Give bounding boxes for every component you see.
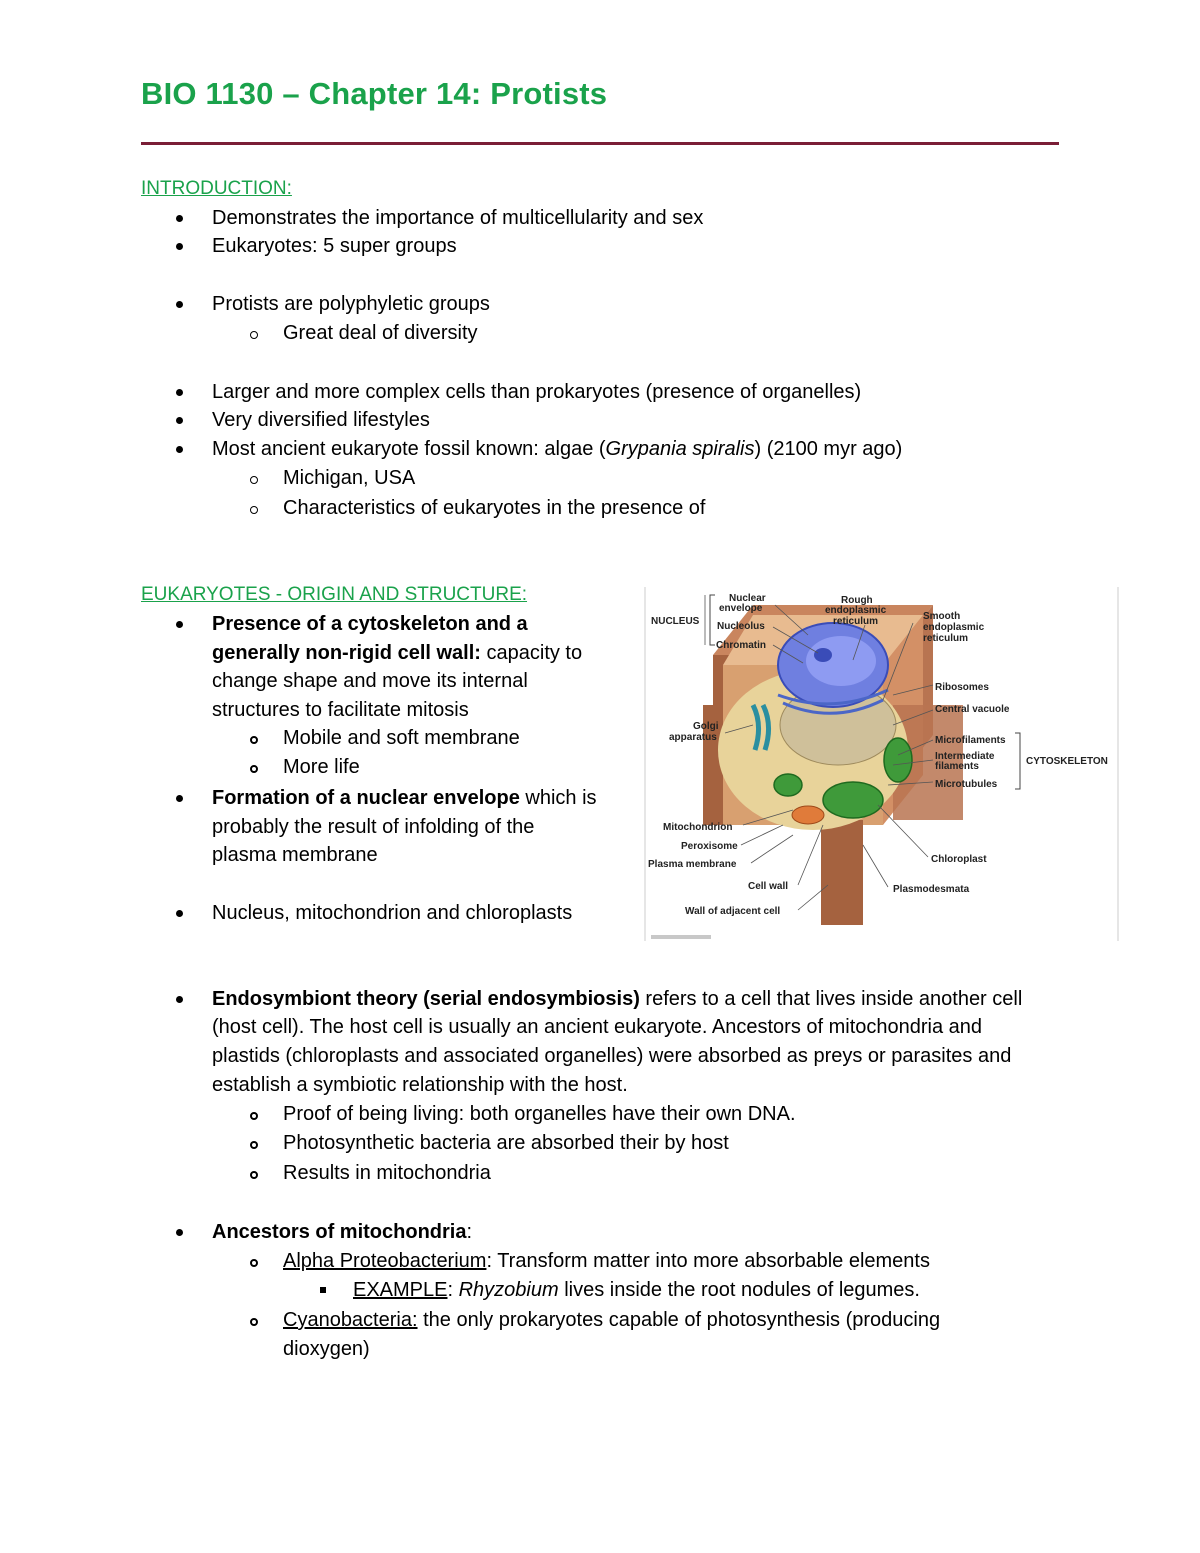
label-golgi-2: apparatus [669,732,717,743]
alpha-proteobacterium-item: Alpha Proteobacterium: Transform matter into more absorbable elements [283,1250,930,1272]
intro-bullet-5: Very diversified lifestyles [212,409,430,431]
euk-point-1-line-1: Presence of a cytoskeleton and a [212,613,528,635]
label-peroxisome: Peroxisome [681,841,738,852]
euk-point-2-line-1: Formation of a nuclear envelope which is [212,787,597,809]
endo-line-4: establish a symbiotic relationship with the host. [212,1074,628,1096]
bullet-icon [176,795,183,802]
endo-line-1: Endosymbiont theory (serial endosymbiosis) refers to a cell that lives inside another cell [212,988,1023,1010]
intro-sub-bullet-6-2: Characteristics of eukaryotes in the presence of [283,497,706,519]
label-rough-er-3: reticulum [833,616,879,627]
example-item: EXAMPLE: Rhyzobium lives inside the root nodules of legumes. [353,1279,920,1301]
intro-sub-bullet-6-1: Michigan, USA [283,467,416,489]
label-microtubules: Microtubules [935,779,998,790]
label-nuclear-envelope-1: Nuclear [729,593,766,604]
endo-sub-bullet-3: Results in mitochondria [283,1162,491,1184]
label-smooth-er-1: Smooth [923,611,961,622]
bullet-icon [176,417,183,424]
endo-line-3: plastids (chloroplasts and associated organelles) were absorbed as preys or parasites and [212,1045,1012,1067]
bullet-icon [176,389,183,396]
sub-bullet-icon [250,506,258,514]
label-nuclear-envelope-2: envelope [719,603,763,614]
euk-sub-bullet-2: More life [283,756,360,778]
sub-bullet-icon [250,1318,258,1326]
label-smooth-er-2: endoplasmic [923,622,985,633]
sub-bullet-icon [250,1259,258,1267]
intro-bullet-1: Demonstrates the importance of multicellularity and sex [212,207,704,229]
sub-bullet-icon [250,1112,258,1120]
intro-bullet-4: Larger and more complex cells than prokaryotes (presence of organelles) [212,381,862,403]
sub-bullet-icon [250,765,258,773]
cyanobacteria-term: Cyanobacteria: [283,1309,418,1331]
label-chromatin: Chromatin [716,640,766,651]
bullet-icon [176,996,183,1003]
label-ribosomes: Ribosomes [935,682,989,693]
bullet-icon [176,446,183,453]
label-intermediate-1: Intermediate [935,751,995,762]
eukaryotes-heading: EUKARYOTES - ORIGIN AND STRUCTURE: [141,584,528,605]
label-nucleolus: Nucleolus [717,621,765,632]
label-intermediate-2: filaments [935,761,979,772]
endo-sub-bullet-2: Photosynthetic bacteria are absorbed their by host [283,1132,729,1154]
bullet-icon [176,910,183,917]
intro-bullet-6: Most ancient eukaryote fossil known: algae (Grypania spiralis) (2100 myr ago) [212,438,903,460]
cyanobacteria-item: Cyanobacteria: the only prokaryotes capable of photosynthesis (producing [283,1309,941,1331]
bullet-icon [176,215,183,222]
label-microfilaments: Microfilaments [935,735,1006,746]
species-name: Grypania spiralis [605,438,755,460]
sub-bullet-icon [250,1141,258,1149]
alpha-proteobacterium-term: Alpha Proteobacterium [283,1250,487,1272]
plant-cell-diagram [643,585,1120,943]
ancestors-heading: Ancestors of mitochondria: [212,1221,473,1243]
label-golgi-1: Golgi [693,721,719,732]
bullet-icon [176,243,183,250]
label-central-vacuole: Central vacuole [935,704,1010,715]
euk-point-1-line-3: change shape and move its internal [212,670,528,692]
bullet-icon [176,1229,183,1236]
label-plasmodesmata: Plasmodesmata [893,884,970,895]
sub-bullet-icon [250,1171,258,1179]
cyanobacteria-item-line-2: dioxygen) [283,1338,370,1360]
document-title: BIO 1130 – Chapter 14: Protists [141,76,608,111]
euk-point-3: Nucleus, mitochondrion and chloroplasts [212,902,573,924]
endo-sub-bullet-1: Proof of being living: both organelles have their own DNA. [283,1103,796,1125]
euk-point-2-line-3: plasma membrane [212,844,378,866]
euk-point-2-line-2: probably the result of infolding of the [212,816,535,838]
intro-sub-bullet-3-1: Great deal of diversity [283,322,478,344]
euk-point-1-line-4: structures to facilitate mitosis [212,699,469,721]
label-plasma-membrane: Plasma membrane [648,859,737,870]
intro-heading: INTRODUCTION: [141,178,292,199]
label-rough-er-1: Rough [841,595,873,606]
label-cytoskeleton: CYTOSKELETON [1026,756,1108,767]
bullet-icon [176,301,183,308]
sub-bullet-icon [250,736,258,744]
sub-bullet-icon [250,331,258,339]
label-cell-wall: Cell wall [748,881,789,892]
title-divider [141,142,1059,145]
label-mitochondrion: Mitochondrion [663,822,733,833]
intro-bullet-2: Eukaryotes: 5 super groups [212,235,457,257]
intro-bullet-3: Protists are polyphyletic groups [212,293,490,315]
sub-bullet-icon [250,476,258,484]
euk-point-1-line-2: generally non-rigid cell wall: capacity to [212,642,583,664]
label-nucleus: NUCLEUS [651,616,700,627]
label-smooth-er-3: reticulum [923,633,969,644]
euk-sub-bullet-1: Mobile and soft membrane [283,727,520,749]
label-chloroplast: Chloroplast [931,854,987,865]
bullet-icon [176,621,183,628]
label-rough-er-2: endoplasmic [825,605,887,616]
endo-line-2: (host cell). The host cell is usually an ancient eukaryote. Ancestors of mitochondria and [212,1016,983,1038]
square-bullet-icon [320,1287,326,1293]
label-wall-adjacent-cell: Wall of adjacent cell [685,906,781,917]
